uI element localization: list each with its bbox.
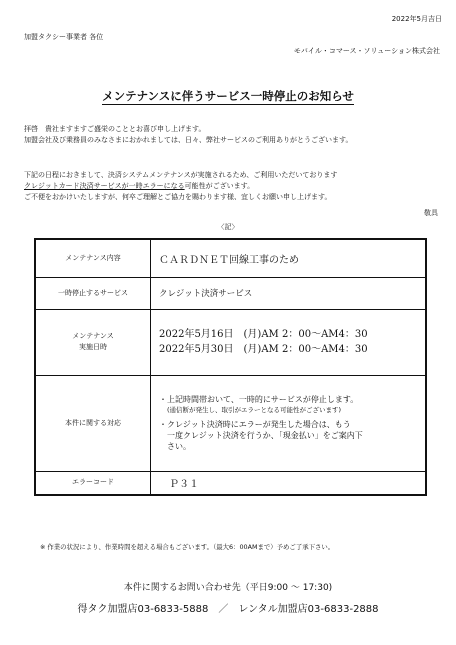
row-value: 2022年5月16日 (月)AM 2：00〜AM4：30 2022年5月30日 (月)AM 2：00〜AM4：30	[151, 309, 427, 375]
contact-numbers: 得タク加盟店03-6833-5888 ／ レンタル加盟店03-6833-2888	[77, 604, 379, 615]
notice-title-text: メンテナンスに伴うサービス一時停止のお知らせ	[102, 89, 354, 103]
greeting-line: 拝啓 貴社ますますご盛栄のこととお喜び申し上げます。	[24, 125, 206, 133]
table-row	[35, 375, 426, 471]
recipients: 加盟タクシー事業者 各位	[24, 33, 104, 41]
issue-date: 2022年5月吉日	[391, 15, 442, 23]
error-underlined: クレジットカード決済サービスが一時エラーになる	[24, 182, 185, 190]
row-value: Ｐ３１	[151, 471, 427, 495]
table-row	[35, 239, 426, 277]
schedule-line: 下記の日程におきまして、決済システムメンテナンスが実施されるため、ご利用いただいております	[24, 171, 338, 179]
body-text	[24, 124, 438, 146]
row-label: 本件に関する対応	[35, 375, 151, 471]
info-table	[34, 238, 427, 496]
thanks-line: 加盟会社及び乗務員のみなさまにおかれましては、日々、弊社サービスのご利用ありがとうございます。	[24, 136, 353, 144]
row-value: クレジット決済サービス	[151, 277, 427, 309]
row-label: 一時停止するサービス	[35, 277, 151, 309]
table-row	[35, 309, 426, 375]
table-row	[35, 471, 426, 495]
row-label: メンテナンス内容	[35, 239, 151, 277]
apology-line: ご不便をおかけいたしますが、何卒ご理解とご協力を賜わります様、宜しくお願い申し上げます。	[24, 193, 332, 201]
notice-title	[0, 88, 456, 104]
error-rest: 可能性がございます。	[184, 182, 255, 190]
footnote: ※ 作業の状況により、作業時間を超える場合もございます。（最大6：00AMまで）予めご了承下さい。	[40, 543, 335, 551]
table-row	[35, 277, 426, 309]
sender: モバイル・コマース・ソリューション株式会社	[293, 47, 440, 55]
apology-block	[24, 192, 438, 203]
ki-mark: 〈記〉	[217, 223, 239, 231]
row-label: メンテナンス 実施日時	[35, 309, 151, 375]
contact-heading: 本件に関するお問い合わせ先（平日9:00 〜 17:30)	[123, 583, 333, 593]
closing: 敬具	[424, 209, 438, 217]
row-value: ・上記時間帯おいて、一時的にサービスが停止します。 (通信断が発生し、取引がエラーとなる可能性がございます) ・クレジット決済時にエラーが発生した場合は、もう 一度クレジット決済を行うか、「現金払い」をご案内下 さい。	[151, 375, 427, 471]
row-label: エラーコード	[35, 471, 151, 495]
row-value: ＣＡＲＤＮＥＴ回線工事のため	[151, 239, 427, 277]
